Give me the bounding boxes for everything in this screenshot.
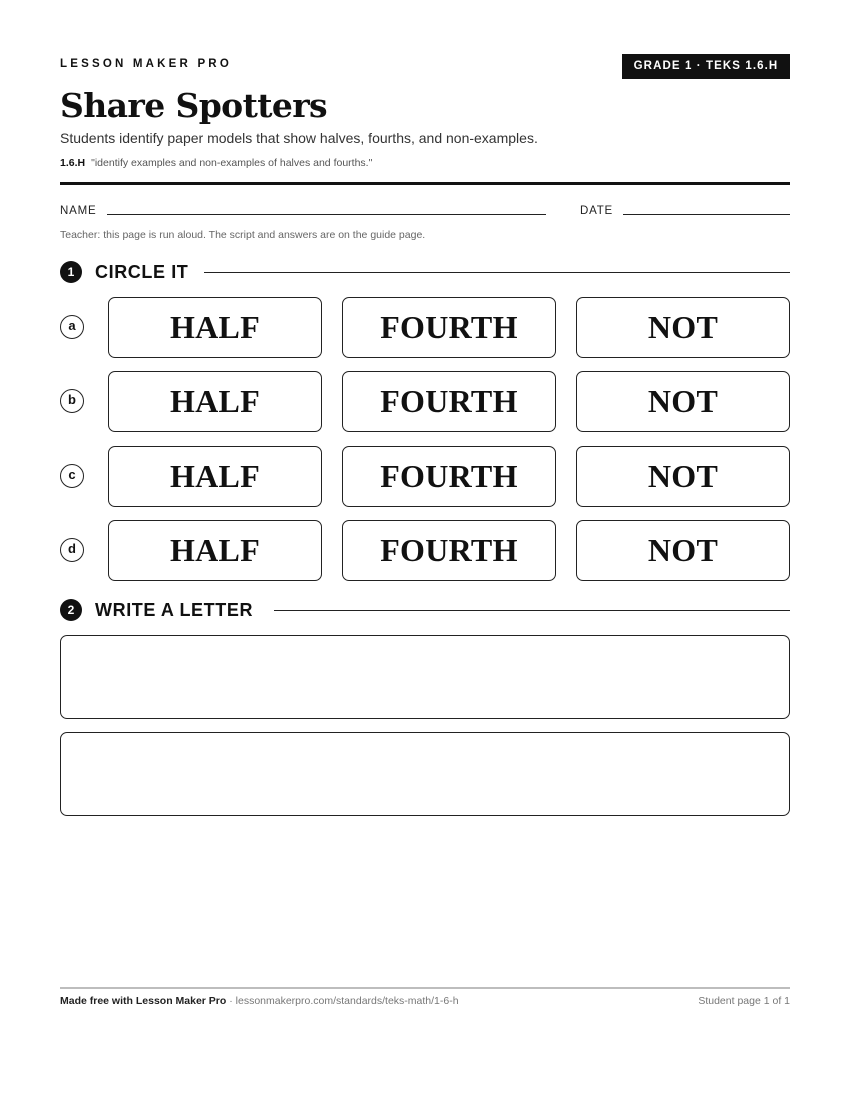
circle-row-a bbox=[60, 297, 790, 359]
name-label: NAME bbox=[60, 205, 97, 217]
standard-text: "identify examples and non-examples of halves and fourths." bbox=[91, 157, 373, 169]
name-field[interactable] bbox=[107, 214, 546, 215]
section-title: WRITE A LETTER bbox=[95, 600, 254, 620]
page-title: Share Spotters bbox=[60, 86, 328, 125]
choice-half[interactable]: HALF bbox=[108, 446, 322, 507]
brand-name: LESSON MAKER PRO bbox=[60, 58, 232, 70]
circle-row-c bbox=[60, 446, 790, 508]
footer-credit bbox=[60, 995, 459, 1007]
date-field[interactable] bbox=[623, 214, 790, 215]
row-letter: b bbox=[60, 389, 84, 413]
date-label: DATE bbox=[580, 205, 614, 217]
choice-fourth[interactable]: FOURTH bbox=[342, 297, 556, 358]
choice-not[interactable]: NOT bbox=[576, 297, 790, 358]
teacher-note: Teacher: this page is run aloud. The script and answers are on the guide page. bbox=[60, 229, 426, 241]
footer-url: · lessonmakerpro.com/standards/teks-math/1-6-h bbox=[226, 995, 459, 1007]
choice-not[interactable]: NOT bbox=[576, 446, 790, 507]
section-circle-it bbox=[60, 261, 790, 285]
section-number: 1 bbox=[60, 261, 82, 283]
footer-page-number: Student page 1 of 1 bbox=[698, 995, 790, 1007]
section-rule bbox=[204, 272, 790, 273]
standard-code: 1.6.H bbox=[60, 157, 86, 169]
row-letter: c bbox=[60, 464, 84, 488]
section-number: 2 bbox=[60, 599, 82, 621]
choice-half[interactable]: HALF bbox=[108, 520, 322, 581]
footer-made-with: Made free with Lesson Maker Pro bbox=[60, 995, 227, 1007]
circle-row-b bbox=[60, 371, 790, 433]
worksheet-page bbox=[60, 0, 790, 1100]
choice-fourth[interactable]: FOURTH bbox=[342, 371, 556, 432]
page-subtitle: Students identify paper models that show halves, fourths, and non-examples. bbox=[60, 130, 538, 146]
section-write-a-letter bbox=[60, 599, 790, 623]
section-title: CIRCLE IT bbox=[95, 262, 189, 282]
choice-fourth[interactable]: FOURTH bbox=[342, 446, 556, 507]
standard-line bbox=[60, 157, 372, 169]
choice-half[interactable]: HALF bbox=[108, 371, 322, 432]
choice-half[interactable]: HALF bbox=[108, 297, 322, 358]
footer-divider bbox=[60, 987, 790, 989]
row-letter: d bbox=[60, 538, 84, 562]
write-box-2[interactable] bbox=[60, 732, 790, 816]
choice-fourth[interactable]: FOURTH bbox=[342, 520, 556, 581]
header-divider bbox=[60, 182, 790, 185]
write-box-1[interactable] bbox=[60, 635, 790, 719]
choice-not[interactable]: NOT bbox=[576, 520, 790, 581]
section-rule bbox=[274, 610, 790, 611]
grade-standard-badge: GRADE 1 · TEKS 1.6.H bbox=[622, 54, 790, 79]
circle-row-d bbox=[60, 520, 790, 582]
row-letter: a bbox=[60, 315, 84, 339]
choice-not[interactable]: NOT bbox=[576, 371, 790, 432]
